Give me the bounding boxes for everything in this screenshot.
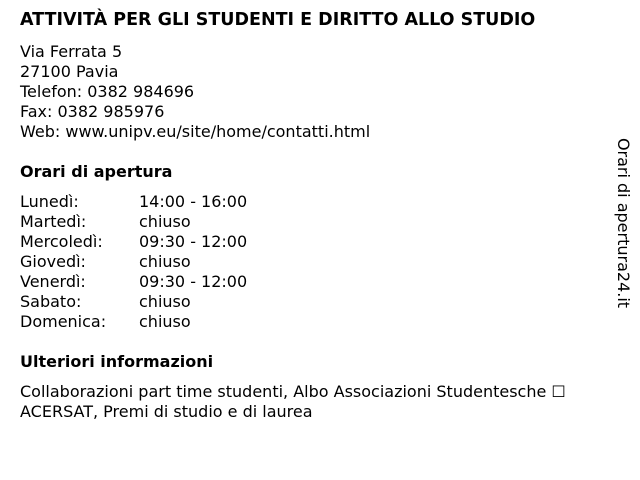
hours-row	[20, 312, 602, 332]
hours-time: 14:00 - 16:00	[139, 192, 248, 211]
info-text: Collaborazioni part time studenti, Albo Associazioni Studentesche ☐ ACERSAT, Premi di studio e di laurea	[20, 382, 566, 421]
hours-table	[20, 192, 602, 332]
hours-time: chiuso	[139, 312, 191, 331]
hours-day: Domenica:	[20, 312, 107, 331]
address-block	[20, 42, 602, 142]
hours-time: chiuso	[139, 292, 191, 311]
address-fax: Fax: 0382 985976	[20, 102, 165, 121]
hours-row	[20, 292, 602, 312]
hours-row	[20, 232, 602, 252]
hours-day: Venerdì:	[20, 272, 86, 291]
hours-time: chiuso	[139, 252, 191, 271]
hours-row	[20, 212, 602, 232]
hours-title: Orari di apertura	[20, 162, 173, 181]
side-credit: Orari di apertura24.it	[614, 137, 633, 309]
hours-day: Giovedì:	[20, 252, 86, 271]
hours-day: Mercoledì:	[20, 232, 103, 251]
hours-time: 09:30 - 12:00	[139, 272, 248, 291]
page-title: ATTIVITÀ PER GLI STUDENTI E DIRITTO ALLO STUDIO	[20, 10, 536, 30]
content	[20, 10, 602, 422]
address-web: Web: www.unipv.eu/site/home/contatti.html	[20, 122, 371, 141]
address-street: Via Ferrata 5	[20, 42, 123, 61]
address-phone: Telefon: 0382 984696	[20, 82, 195, 101]
hours-time: 09:30 - 12:00	[139, 232, 248, 251]
hours-day: Martedì:	[20, 212, 87, 231]
hours-time: chiuso	[139, 212, 191, 231]
hours-row	[20, 252, 602, 272]
address-city: 27100 Pavia	[20, 62, 119, 81]
hours-day: Lunedì:	[20, 192, 79, 211]
hours-row	[20, 192, 602, 212]
hours-row	[20, 272, 602, 292]
info-title: Ulteriori informazioni	[20, 352, 214, 371]
hours-day: Sabato:	[20, 292, 82, 311]
